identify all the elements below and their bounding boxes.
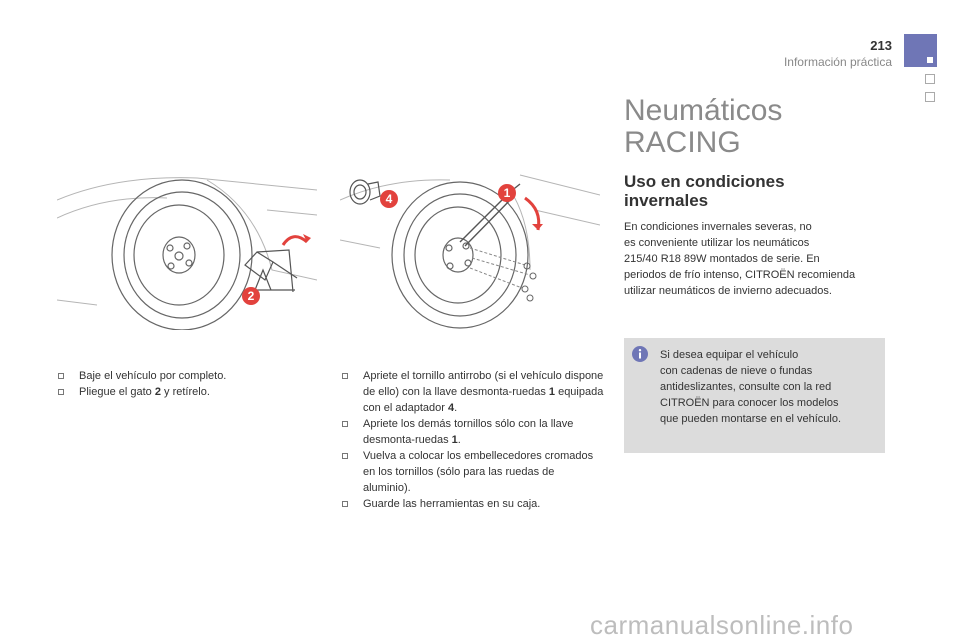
info-icon — [632, 346, 648, 362]
step-text: Guarde las herramientas en su caja. — [363, 498, 541, 510]
callout-jack: 2 — [242, 287, 260, 305]
intro-line: periodos de frío intenso, CITROËN recomienda — [624, 269, 856, 281]
chapter-tab-active[interactable] — [904, 34, 937, 67]
step-text: Apriete los demás tornillos sólo con la llave desmonta-ruedas — [363, 418, 574, 446]
info-note — [624, 338, 885, 453]
info-note-text — [660, 347, 880, 427]
chapter-tab[interactable] — [925, 74, 935, 84]
step-text: Pliegue el gato — [79, 386, 155, 398]
step-item — [340, 368, 605, 416]
section-heading-line: invernales — [624, 191, 709, 210]
illustration-tighten-bolts — [340, 170, 600, 330]
checkbox-bullet-icon — [58, 389, 64, 395]
step-item — [340, 496, 605, 512]
intro-line: utilizar neumáticos de invierno adecuados. — [624, 285, 832, 297]
step-text: Apriete el tornillo antirrobo (si el vehículo dispone de ello) con la llave desmonta-ruedas — [363, 370, 604, 398]
chapter-tab[interactable] — [925, 92, 935, 102]
section-heading-line: Uso en condiciones — [624, 172, 785, 191]
step-item — [56, 368, 321, 384]
page-number: 213 — [870, 38, 892, 53]
steps-right — [340, 368, 605, 512]
checkbox-bullet-icon — [342, 421, 348, 427]
step-text: equipada con el adaptador — [363, 386, 604, 414]
note-line: CITROËN para conocer los modelos — [660, 397, 839, 409]
intro-line: es conveniente utilizar los neumáticos — [624, 237, 810, 249]
page-title-line: RACING — [624, 126, 741, 159]
section-title: Información práctica — [783, 55, 892, 69]
step-text: Baje el vehículo por completo. — [79, 370, 227, 382]
step-item — [56, 384, 321, 400]
note-line: Si desea equipar el vehículo — [660, 349, 799, 361]
step-text: . — [454, 402, 458, 414]
checkbox-bullet-icon — [342, 373, 348, 379]
intro-line: En condiciones invernales severas, no — [624, 221, 812, 233]
intro-paragraph — [624, 219, 889, 299]
step-reference-number: 1 — [451, 434, 458, 446]
step-item — [340, 448, 605, 496]
checkbox-bullet-icon — [58, 373, 64, 379]
page-title — [624, 95, 782, 159]
tab-marker-icon — [927, 57, 933, 63]
steps-left — [56, 368, 321, 400]
wrench-drawing — [340, 170, 600, 330]
callout-adapter: 4 — [380, 190, 398, 208]
checkbox-bullet-icon — [342, 453, 348, 459]
step-item — [340, 416, 605, 448]
step-reference-number: 4 — [448, 402, 455, 414]
section-heading — [624, 172, 785, 210]
step-reference-number: 2 — [154, 386, 161, 398]
step-reference-number: 1 — [548, 386, 556, 398]
note-line: con cadenas de nieve o fundas — [660, 365, 813, 377]
intro-line: 215/40 R18 89W montados de serie. En — [624, 253, 820, 265]
page-title-line: Neumáticos — [624, 94, 783, 127]
illustration-lower-jack — [57, 170, 317, 330]
callout-wrench: 1 — [498, 184, 516, 202]
checkbox-bullet-icon — [342, 501, 348, 507]
step-text: y retírelo. — [160, 386, 210, 398]
note-line: antideslizantes, consulte con la red — [660, 381, 832, 393]
note-line: que pueden montarse en el vehículo. — [660, 413, 842, 425]
step-text: . — [457, 434, 461, 446]
step-text: Vuelva a colocar los embellecedores cromados en los tornillos (sólo para las ruedas de aluminio). — [363, 450, 594, 494]
jack-drawing — [57, 170, 317, 330]
watermark: carmanualsonline.info — [590, 610, 854, 640]
